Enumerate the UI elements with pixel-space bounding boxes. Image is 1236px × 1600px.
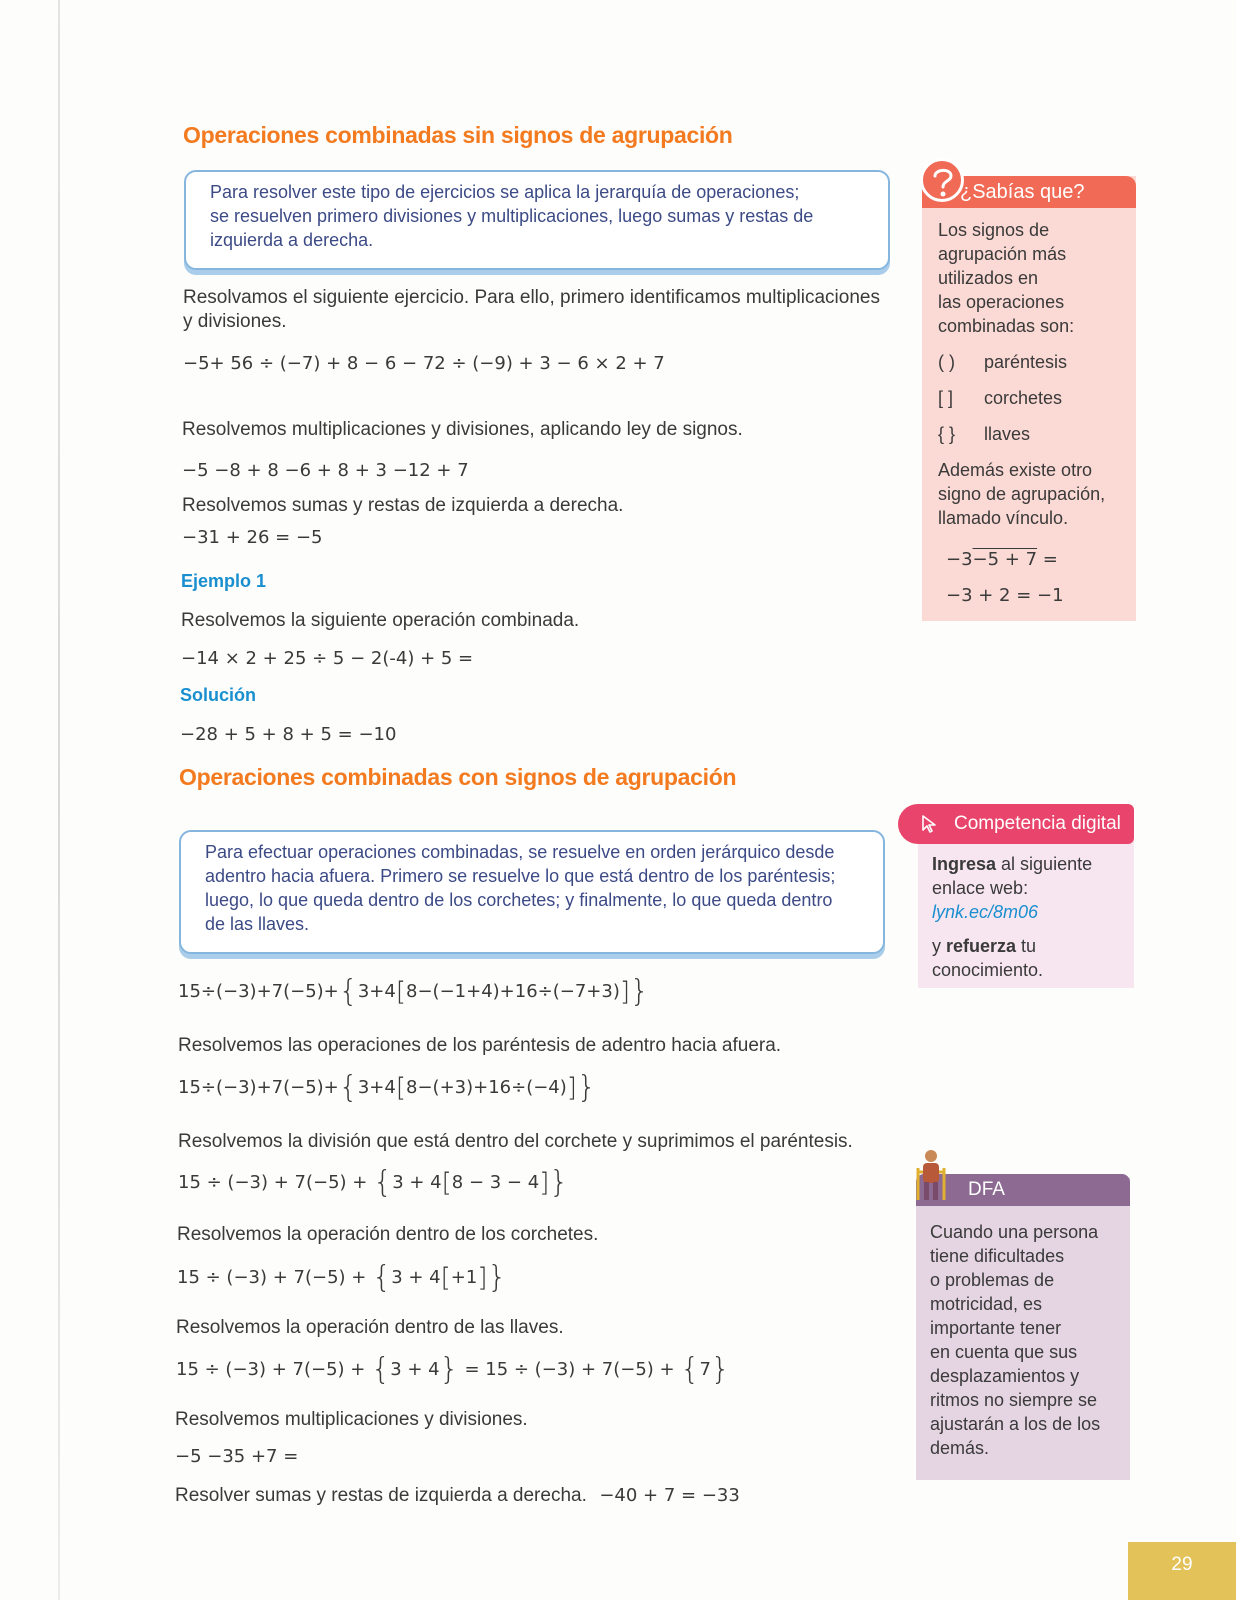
expression: 15 ÷ (−3) + 7(−5) + {3 + 4[+1]} [177,1260,507,1295]
expression: −5+ 56 ÷ (−7) + 8 − 6 − 72 ÷ (−9) + 3 − 6 × 2 + 7 [183,353,665,374]
expr-part: = 15 ÷ (−3) + 7(−5) + [458,1359,681,1380]
expr-part: 8 − 3 − 4 [451,1172,540,1193]
comp-text: conocimiento. [932,960,1044,980]
comp-bold: Ingresa [932,854,997,874]
expr-part: 15 ÷ (−3) + 7(−5) + [177,1267,373,1288]
rule-line: adentro hacia afuera. Primero se resuelve lo que está dentro de los paréntesis; [205,866,836,886]
intro-line: Resolvamos el siguiente ejercicio. Para ello, primero identificamos multiplicaciones [183,287,880,308]
expression: 15÷(−3)+7(−5)+{3+4[8−(+3)+16÷(−4)]} [178,1070,597,1105]
expression: −28 + 5 + 8 + 5 = −10 [180,724,397,745]
expr-part: 3+4 [357,981,396,1002]
expr-part: +1 [450,1267,478,1288]
step-text: Resolvemos la siguiente operación combinada. [181,610,580,631]
expression: −31 + 26 = −5 [182,527,323,548]
dfa-line: motricidad, es [930,1294,1043,1314]
rule-line: de las llaves. [205,914,310,934]
page-number: 29 [1128,1542,1236,1600]
comp-text: al siguiente [996,854,1093,874]
expr-part: 3 + 4 [391,1267,441,1288]
dfa-line: o problemas de [930,1270,1055,1290]
expr-part: 15÷(−3)+7(−5)+ [178,981,339,1002]
section-title-2: Operaciones combinadas con signos de agrupación [179,764,737,790]
dfa-line: tiene dificultades [930,1246,1065,1266]
comp-text: enlace web: [932,878,1029,898]
sabias-title: ¿Sabías que? [922,176,1136,208]
sign-row [938,350,1128,374]
sabias-body [938,218,1128,608]
step-text: Resolvemos multiplicaciones y divisiones. [175,1409,528,1430]
sign-name: corchetes [984,388,1063,408]
sign-row [938,422,1128,446]
expr-part: 8−(+3)+16÷(−4) [406,1077,567,1098]
expression: 15÷(−3)+7(−5)+{3+4[8−(−1+4)+16÷(−7+3)]} [178,974,650,1009]
sign-symbol: [ ] [938,388,954,408]
person-icon [914,1148,948,1204]
expression: −40 + 7 = −33 [599,1485,740,1506]
step-text: Resolvemos la división que está dentro del corchete y suprimimos el paréntesis. [178,1131,853,1152]
comp-line [932,934,1128,958]
page-edge [58,0,60,1600]
expr-part: 3 + 4 [392,1172,442,1193]
dfa-line: Cuando una persona [930,1222,1099,1242]
dfa-sidebar [916,1178,1130,1480]
step-text: Resolvemos sumas y restas de izquierda a derecha. [182,495,624,516]
expression: 15 ÷ (−3) + 7(−5) + {3 + 4[8 − 3 − 4]} [178,1165,569,1200]
competencia-body [932,852,1128,982]
vinculo-result: −3 + 2 = −1 [946,585,1064,606]
expression: 15 ÷ (−3) + 7(−5) + {3 + 4} = 15 ÷ (−3) + 7(−5) + {7} [176,1352,730,1387]
dfa-line: en cuenta que sus [930,1342,1078,1362]
dfa-line: demás. [930,1438,990,1458]
rule-line: se resuelven primero divisiones y multiplicaciones, luego sumas y restas de [210,206,814,226]
rule-line: Para resolver este tipo de ejercicios se aplica la jerarquía de operaciones; [210,182,800,202]
section-title-1: Operaciones combinadas sin signos de agrupación [183,122,733,148]
sabias-line: utilizados en [938,268,1039,288]
sign-name: llaves [984,424,1031,444]
vinculo-bar: −5 + 7 [972,549,1038,570]
sabias-line: signo de agrupación, [938,484,1106,504]
step-text: Resolvemos multiplicaciones y divisiones, aplicando ley de signos. [182,419,743,440]
sabias-sidebar [922,176,1136,621]
solution-label: Solución [180,685,256,705]
rule-box-1 [184,170,890,270]
sabias-line: Los signos de [938,220,1050,240]
question-mark-icon [920,158,964,202]
final-step [175,1484,740,1508]
sign-name: paréntesis [984,352,1068,372]
expr-part: −3 [946,549,973,570]
competencia-title: Competencia digital [954,813,1121,834]
intro-paragraph [183,286,903,334]
comp-text: y [932,936,947,956]
expr-part: = [1037,549,1058,570]
dfa-line: desplazamientos y [930,1366,1080,1386]
expr-part: 7 [699,1359,711,1380]
step-text: Resolvemos la operación dentro de los corchetes. [177,1224,599,1245]
intro-line: y divisiones. [183,311,287,332]
dfa-line: importante tener [930,1318,1062,1338]
expr-part: 8−(−1+4)+16÷(−7+3) [406,981,620,1002]
expr-part: 15÷(−3)+7(−5)+ [178,1077,339,1098]
cursor-icon [920,814,940,834]
comp-line [932,852,1128,876]
sabias-line: Además existe otro [938,460,1093,480]
expression: −5 −35 +7 = [175,1446,299,1467]
expression: −14 × 2 + 25 ÷ 5 − 2(-4) + 5 = [181,648,474,669]
competencia-title-bar [898,804,1134,844]
dfa-title-bar [916,1174,1130,1206]
sabias-line: las operaciones [938,292,1065,312]
sabias-line: combinadas son: [938,316,1075,336]
rule-line: izquierda a derecha. [210,230,374,250]
rule-line: Para efectuar operaciones combinadas, se resuelve en orden jerárquico desde [205,842,835,862]
example-label: Ejemplo 1 [181,571,267,591]
expression: −5 −8 + 8 −6 + 8 + 3 −12 + 7 [182,460,469,481]
vinculo-expression [946,548,1128,572]
comp-bold: refuerza [946,936,1017,956]
expr-part: 3 + 4 [390,1359,440,1380]
dfa-title: DFA [968,1179,1005,1200]
expr-part: 15 ÷ (−3) + 7(−5) + [176,1359,372,1380]
step-text: Resolvemos la operación dentro de las llaves. [176,1317,564,1338]
step-text: Resolver sumas y restas de izquierda a derecha. [175,1485,587,1506]
comp-text: tu [1016,936,1037,956]
dfa-line: ajustarán a los de los [930,1414,1101,1434]
web-link[interactable]: lynk.ec/8m06 [932,902,1039,922]
expr-part: 15 ÷ (−3) + 7(−5) + [178,1172,374,1193]
dfa-line: ritmos no siempre se [930,1390,1098,1410]
sign-symbol: ( ) [938,352,955,372]
sabias-line: agrupación más [938,244,1067,264]
expr-part: 3+4 [357,1077,396,1098]
rule-box-2 [179,830,885,954]
rule-line: luego, lo que queda dentro de los corchetes; y finalmente, lo que queda dentro [205,890,833,910]
sign-symbol: { } [938,424,956,444]
step-text: Resolvemos las operaciones de los paréntesis de adentro hacia afuera. [178,1035,782,1056]
dfa-body [930,1220,1126,1460]
sign-row [938,386,1128,410]
sabias-line: llamado vínculo. [938,508,1069,528]
